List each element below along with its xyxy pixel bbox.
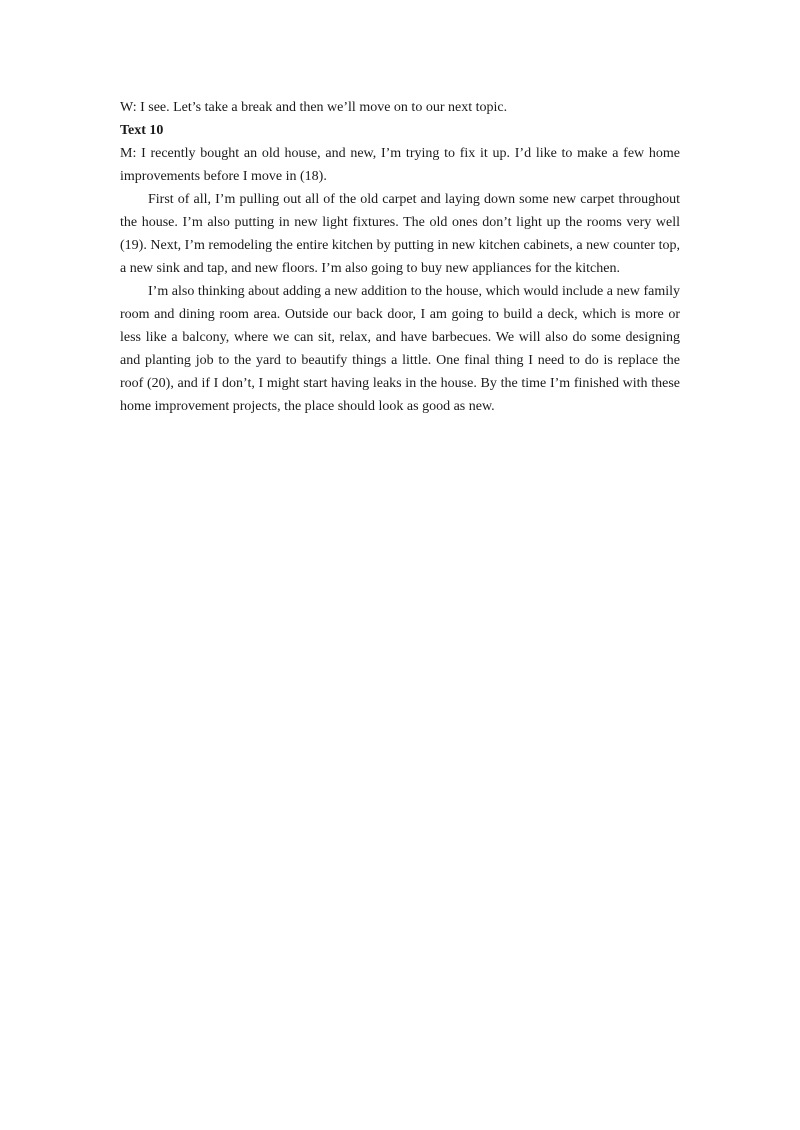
previous-dialogue-line: W: I see. Let’s take a break and then we’ll move on to our next topic.: [120, 100, 508, 115]
paragraph-3: I’m also thinking about adding a new addition to the house, which would include a new family room and dining room area. Outside our back door, I am going to build a deck, which is more or less like a balcony, where we can sit, relax, and have barbecues. We will also do some designing and planting job to the yard to beautify things a little. One final thing I need to do is replace the roof (20), and if I don’t, I might start having leaks in the house. By the time I’m finished with these home improvement projects, the place should look as good as new.: [120, 284, 680, 414]
section-heading: Text 10: [120, 123, 164, 138]
paragraph-2: First of all, I’m pulling out all of the old carpet and laying down some new carpet throughout the house. I’m also putting in new light fixtures. The old ones don’t light up the rooms very well (19). Next, I’m remodeling the entire kitchen by putting in new kitchen cabinets, a new counter top, a new sink and tap, and new floors. I’m also going to buy new appliances for the kitchen.: [120, 192, 680, 276]
document-body: [120, 96, 680, 418]
paragraph-1: M: I recently bought an old house, and new, I’m trying to fix it up. I’d like to make a few home improvements before I move in (18).: [120, 146, 680, 184]
